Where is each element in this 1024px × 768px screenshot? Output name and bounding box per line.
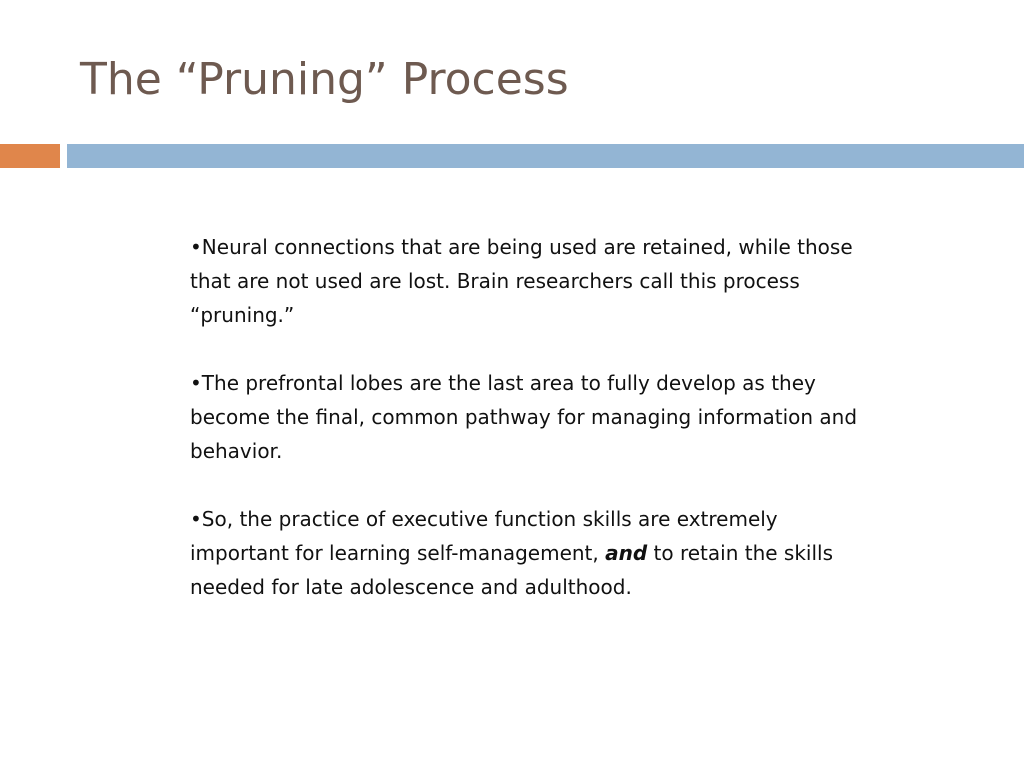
bullet-paragraph-1: •Neural connections that are being used are retained, while those that are not used are lost. Brain researchers call this process “pruning.”: [190, 235, 853, 327]
accent-bar-blue: [67, 144, 1024, 168]
accent-bar-orange: [0, 144, 60, 168]
bullet-paragraph-2: •The prefrontal lobes are the last area to fully develop as they become the final, common pathway for managing information and behavior.: [190, 371, 858, 463]
bullet-paragraph-3-start: •So, the practice of executive function skills are extremely important for learning self-management,: [190, 507, 778, 565]
emphasis-word: and: [605, 541, 648, 565]
bullet-paragraph-3: [190, 502, 860, 604]
slide-title: The “Pruning” Process: [80, 54, 569, 105]
bullet-paragraph-3-end: to retain the skills needed for late adolescence and adulthood.: [190, 541, 834, 599]
slide-body: [190, 230, 860, 604]
